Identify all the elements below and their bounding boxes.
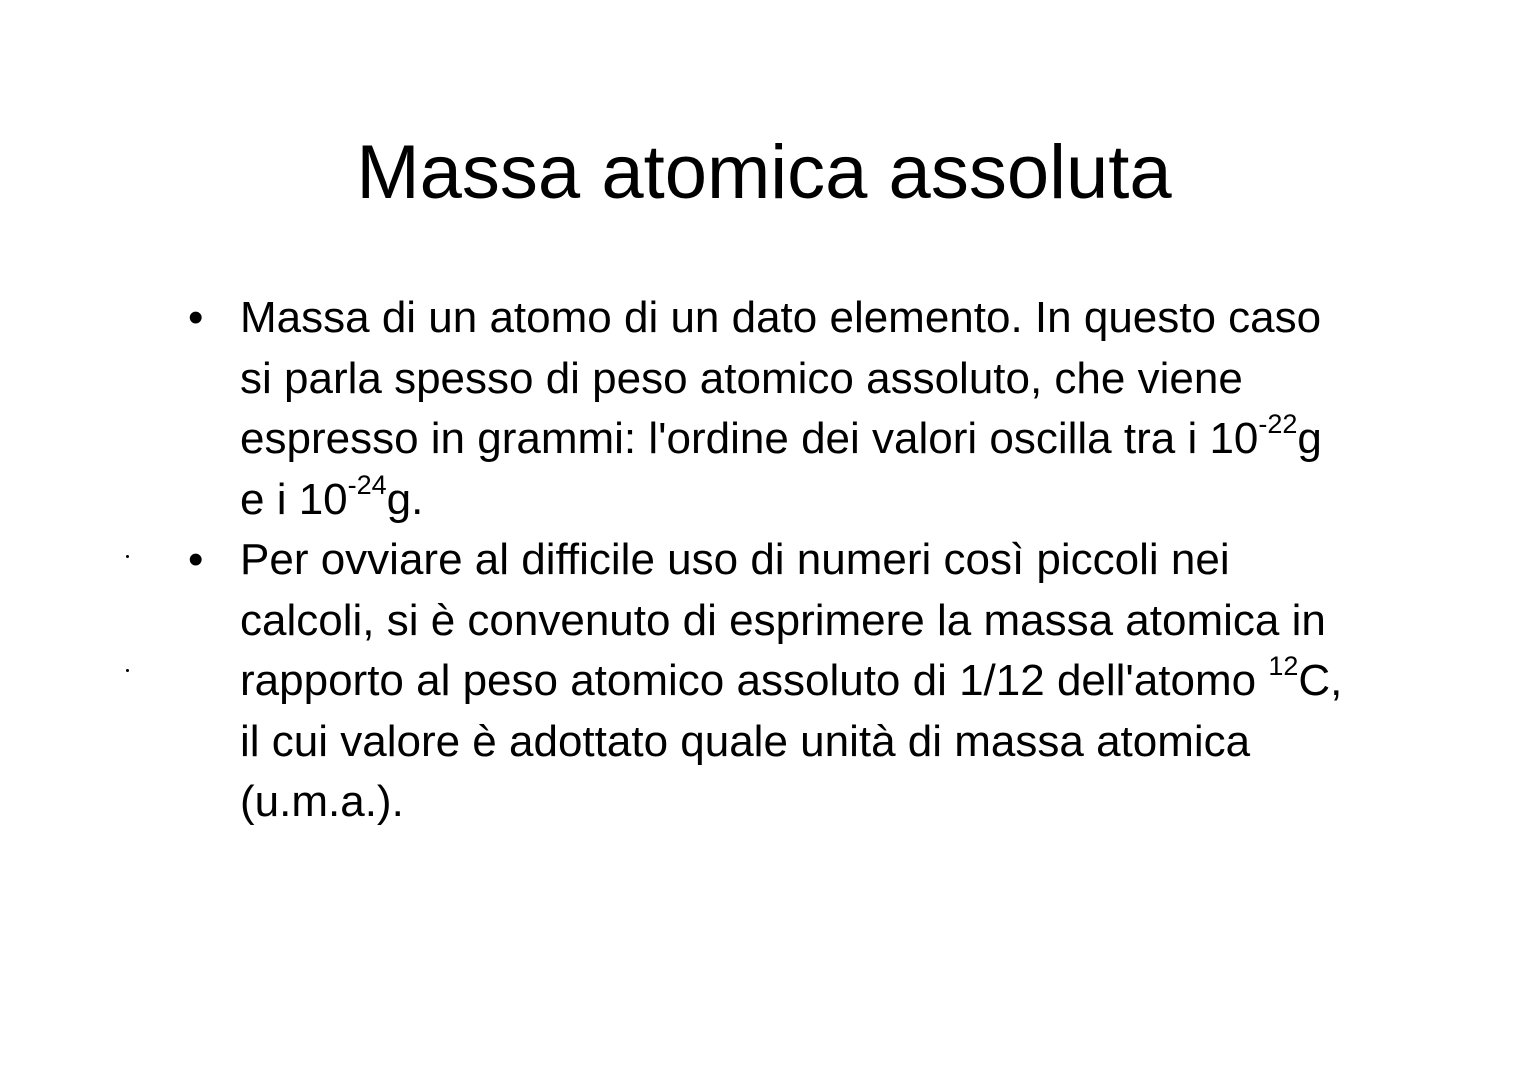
bullet-list bbox=[188, 288, 1358, 833]
bullet-marker: • bbox=[188, 293, 204, 342]
bullet-text bbox=[240, 530, 1358, 833]
bullet-text-part: g e i 10 bbox=[240, 414, 1322, 524]
slide-title: Massa atomica assoluta bbox=[356, 130, 1172, 215]
bullet-text-part: Per ovviare al difficile uso di numeri così piccoli nei calcoli, si è convenuto di esprimere la massa atomica in rapporto al peso atomico assoluto di 1/12 dell'atomo bbox=[240, 535, 1326, 705]
stray-dot bbox=[126, 669, 129, 672]
bullet-text-part: g. bbox=[386, 474, 424, 524]
bullet-marker: • bbox=[188, 535, 204, 584]
bullet-item-uma bbox=[188, 530, 1358, 833]
stray-dot bbox=[126, 555, 129, 558]
isotope-mass-number: 12 bbox=[1268, 651, 1299, 682]
exponent: -22 bbox=[1258, 409, 1298, 440]
bullet-text-part: Massa di un atomo di un dato elemento. In questo caso si parla spesso di peso atomico assoluto, che viene espresso in grammi: l'ordine dei valori oscilla tra i 10 bbox=[240, 293, 1322, 463]
bullet-text bbox=[240, 288, 1358, 530]
exponent: -24 bbox=[347, 469, 387, 500]
bullet-text-part: C, il cui valore è adottato quale unità di massa atomica (u.m.a.). bbox=[240, 656, 1343, 826]
bullet-item-absolute-mass bbox=[188, 288, 1358, 530]
